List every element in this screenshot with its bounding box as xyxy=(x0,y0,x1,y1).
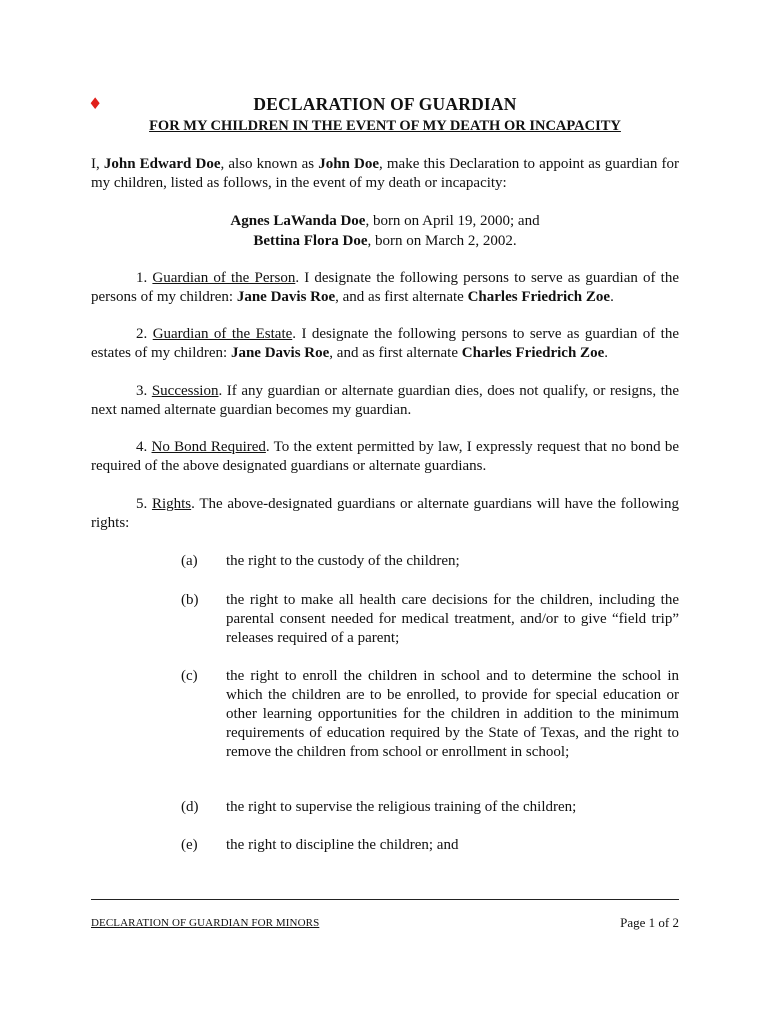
intro-text: , make this Declaration to appoint as guardian for my children, listed as follows, in the event of my death or incapacity: xyxy=(91,156,679,191)
section-rights xyxy=(91,495,679,533)
section-text: . I designate the following persons to serve as guardian of the estates of my children: xyxy=(91,326,680,361)
declarant-name: John Edward Doe xyxy=(103,156,221,172)
section-no-bond xyxy=(91,438,679,476)
intro-text: I, xyxy=(91,156,104,172)
section-number: 5. xyxy=(136,496,152,512)
section-number: 3. xyxy=(136,383,152,399)
alternate-guardian-name: Charles Friedrich Zoe xyxy=(461,345,605,361)
child-birth-date: , born on March 2, 2002. xyxy=(367,233,517,249)
section-text: . xyxy=(604,345,608,361)
declarant-alias: John Doe xyxy=(318,156,380,172)
section-number: 4. xyxy=(136,439,152,455)
child-name: Agnes LaWanda Doe xyxy=(230,213,366,229)
intro-text: , also known as xyxy=(220,156,319,172)
section-heading: Guardian of the Estate xyxy=(152,326,293,342)
footer-title-text: DECLARATION OF GUARDIAN FOR MINORS xyxy=(91,917,320,929)
section-heading: Rights xyxy=(151,496,192,512)
section-number: 2. xyxy=(136,326,153,342)
rights-item-label: (b) xyxy=(181,592,199,608)
document-subtitle: FOR MY CHILDREN IN THE EVENT OF MY DEATH OR INCAPACITY xyxy=(149,118,621,134)
footer-title xyxy=(91,917,319,929)
rights-item-text: the right to discipline the children; and xyxy=(226,837,459,853)
section-number: 1. xyxy=(136,270,153,286)
section-guardian-of-person xyxy=(91,269,679,307)
section-text: , and as first alternate xyxy=(329,345,462,361)
section-text: . xyxy=(610,289,614,305)
section-guardian-of-estate xyxy=(91,325,679,363)
guardian-name: Jane Davis Roe xyxy=(230,345,330,361)
section-text: . I designate the following persons to serve as guardian of the persons of my children: xyxy=(91,270,680,305)
rights-item-label: (e) xyxy=(181,837,198,853)
guardian-name: Jane Davis Roe xyxy=(236,289,336,305)
rights-item-text: the right to the custody of the children; xyxy=(226,553,460,569)
child-line xyxy=(0,211,770,231)
document-title: DECLARATION OF GUARDIAN xyxy=(253,94,517,114)
section-succession xyxy=(91,382,679,420)
section-heading: Succession xyxy=(151,383,219,399)
section-heading: No Bond Required xyxy=(151,439,266,455)
section-heading: Guardian of the Person xyxy=(152,270,296,286)
page-number: Page 1 of 2 xyxy=(620,915,679,930)
rights-item-text: the right to enroll the children in school and to determine the school in which the children are to be enrolled, to provide for special education or other learning opportunities for the children in addition to the minimum requirements of education required by the State of Texas, and the right to remove the children from school or enrollment in school; xyxy=(226,668,679,760)
rights-item-label: (c) xyxy=(181,668,198,684)
diamond-bullet-icon: ♦ xyxy=(88,94,103,113)
rights-item-text: the right to make all health care decisions for the children, including the parental consent needed for medical treatment, and/or to give “field trip” releases required of a parent; xyxy=(226,592,679,646)
rights-item-text: the right to supervise the religious training of the children; xyxy=(226,799,577,815)
child-name: Bettina Flora Doe xyxy=(253,233,368,249)
section-text: , and as first alternate xyxy=(335,289,468,305)
section-text: . The above-designated guardians or alternate guardians will have the following rights: xyxy=(91,496,679,531)
alternate-guardian-name: Charles Friedrich Zoe xyxy=(467,289,611,305)
rights-item-label: (d) xyxy=(181,799,199,815)
child-birth-date: , born on April 19, 2000; and xyxy=(365,213,540,229)
section-text: . To the extent permitted by law, I expressly request that no bond be required of the above designated guardians or alternate guardians. xyxy=(91,439,679,474)
intro-paragraph xyxy=(91,155,679,193)
section-text: . If any guardian or alternate guardian dies, does not qualify, or resigns, the next named alternate guardian becomes my guardian. xyxy=(91,383,680,418)
child-line xyxy=(0,231,770,251)
rights-item-label: (a) xyxy=(181,553,198,569)
footer-divider xyxy=(91,899,679,900)
